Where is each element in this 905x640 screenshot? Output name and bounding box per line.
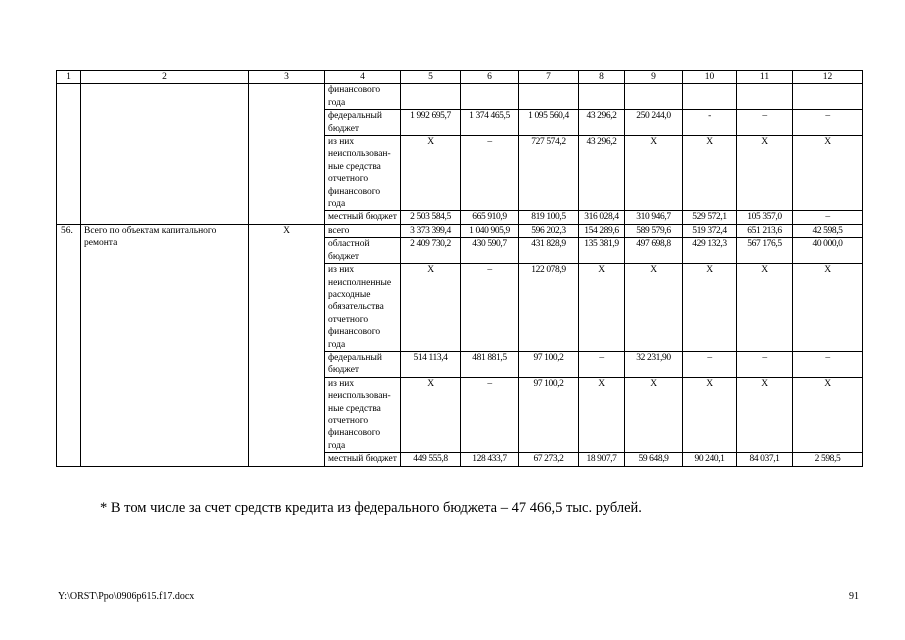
footer-file-path: Y:\ORST\Ppo\0906p615.f17.docx [58, 591, 195, 602]
value-cell: 128 433,7 [461, 453, 519, 466]
value-cell: 589 579,6 [625, 224, 683, 237]
funding-source-cell: из них неисполненные расходные обязательства отчетного финансового года [325, 264, 401, 352]
value-cell: 567 176,5 [737, 238, 793, 264]
value-cell: 97 100,2 [519, 351, 579, 377]
value-cell: 3 373 399,4 [401, 224, 461, 237]
value-cell: 59 648,9 [625, 453, 683, 466]
value-cell: 32 231,90 [625, 351, 683, 377]
value-cell: Х [737, 136, 793, 211]
funding-source-cell: из них неиспользован-ные средства отчетного финансового года [325, 136, 401, 211]
funding-source-cell: местный бюджет [325, 211, 401, 224]
column-number-header: 6 [461, 71, 519, 84]
value-cell: Х [401, 136, 461, 211]
value-cell: Х [683, 136, 737, 211]
value-cell: 429 132,3 [683, 238, 737, 264]
value-cell: 431 828,9 [519, 238, 579, 264]
value-cell: 1 992 695,7 [401, 110, 461, 136]
object-name-cell [81, 84, 249, 224]
value-cell: 43 296,2 [579, 136, 625, 211]
value-cell [519, 84, 579, 110]
object-name-cell: Всего по объектам капитального ремонта [81, 224, 249, 466]
column-number-header: 3 [249, 71, 325, 84]
value-cell: Х [401, 264, 461, 352]
value-cell: - [683, 110, 737, 136]
value-cell: Х [793, 136, 863, 211]
value-cell [401, 84, 461, 110]
funding-source-cell: областной бюджет [325, 238, 401, 264]
value-cell [461, 84, 519, 110]
value-cell: 90 240,1 [683, 453, 737, 466]
column-3-cell [249, 84, 325, 224]
value-cell: Х [625, 136, 683, 211]
value-cell [625, 84, 683, 110]
value-cell: 2 503 584,5 [401, 211, 461, 224]
table-header-row [57, 71, 863, 84]
value-cell: 122 078,9 [519, 264, 579, 352]
funding-source-cell: из них неиспользован-ные средства отчетного финансового года [325, 377, 401, 452]
funding-source-cell: федеральный бюджет [325, 110, 401, 136]
column-3-cell: Х [249, 224, 325, 466]
column-number-header: 5 [401, 71, 461, 84]
value-cell: – [461, 377, 519, 452]
column-number-header: 11 [737, 71, 793, 84]
value-cell [737, 84, 793, 110]
value-cell: 18 907,7 [579, 453, 625, 466]
value-cell: Х [683, 377, 737, 452]
value-cell: 1 040 905,9 [461, 224, 519, 237]
value-cell: Х [401, 377, 461, 452]
value-cell [683, 84, 737, 110]
row-number-cell: 56. [57, 224, 81, 466]
value-cell: Х [683, 264, 737, 352]
funding-source-cell: местный бюджет [325, 453, 401, 466]
column-number-header: 2 [81, 71, 249, 84]
table-row [57, 224, 863, 237]
row-number-cell [57, 84, 81, 224]
value-cell: 84 037,1 [737, 453, 793, 466]
value-cell: – [793, 351, 863, 377]
budget-table [56, 70, 863, 467]
value-cell: 250 244,0 [625, 110, 683, 136]
value-cell: 1 374 465,5 [461, 110, 519, 136]
value-cell: – [461, 136, 519, 211]
value-cell: – [737, 110, 793, 136]
value-cell: Х [579, 377, 625, 452]
value-cell: 310 946,7 [625, 211, 683, 224]
value-cell: 43 296,2 [579, 110, 625, 136]
value-cell: 1 095 560,4 [519, 110, 579, 136]
column-number-header: 9 [625, 71, 683, 84]
value-cell: – [461, 264, 519, 352]
value-cell: 42 598,5 [793, 224, 863, 237]
value-cell: Х [625, 264, 683, 352]
column-number-header: 7 [519, 71, 579, 84]
value-cell: 529 572,1 [683, 211, 737, 224]
value-cell: Х [793, 264, 863, 352]
value-cell: Х [625, 377, 683, 452]
value-cell: Х [737, 377, 793, 452]
value-cell: 2 409 730,2 [401, 238, 461, 264]
column-number-header: 10 [683, 71, 737, 84]
value-cell: 97 100,2 [519, 377, 579, 452]
funding-source-cell: федеральный бюджет [325, 351, 401, 377]
value-cell [793, 84, 863, 110]
value-cell: – [579, 351, 625, 377]
value-cell: – [683, 351, 737, 377]
column-number-header: 4 [325, 71, 401, 84]
value-cell: – [793, 110, 863, 136]
value-cell [579, 84, 625, 110]
value-cell: 2 598,5 [793, 453, 863, 466]
value-cell: 497 698,8 [625, 238, 683, 264]
value-cell: 154 289,6 [579, 224, 625, 237]
column-number-header: 12 [793, 71, 863, 84]
value-cell: 449 555,8 [401, 453, 461, 466]
value-cell: 430 590,7 [461, 238, 519, 264]
value-cell: 481 881,5 [461, 351, 519, 377]
value-cell: Х [737, 264, 793, 352]
value-cell: 819 100,5 [519, 211, 579, 224]
value-cell: 665 910,9 [461, 211, 519, 224]
footnote: * В том числе за счет средств кредита из федерального бюджета – 47 466,5 тыс. рублей. [100, 500, 642, 516]
funding-source-cell: финансового года [325, 84, 401, 110]
page-number: 91 [849, 591, 859, 602]
column-number-header: 1 [57, 71, 81, 84]
funding-source-cell: всего [325, 224, 401, 237]
value-cell: 519 372,4 [683, 224, 737, 237]
table-row [57, 84, 863, 110]
column-number-header: 8 [579, 71, 625, 84]
value-cell: – [737, 351, 793, 377]
value-cell: 135 381,9 [579, 238, 625, 264]
value-cell: 105 357,0 [737, 211, 793, 224]
value-cell: 651 213,6 [737, 224, 793, 237]
value-cell: 514 113,4 [401, 351, 461, 377]
value-cell: 316 028,4 [579, 211, 625, 224]
value-cell: 727 574,2 [519, 136, 579, 211]
value-cell: 596 202,3 [519, 224, 579, 237]
value-cell: Х [793, 377, 863, 452]
value-cell: – [793, 211, 863, 224]
value-cell: 67 273,2 [519, 453, 579, 466]
value-cell: Х [579, 264, 625, 352]
value-cell: 40 000,0 [793, 238, 863, 264]
